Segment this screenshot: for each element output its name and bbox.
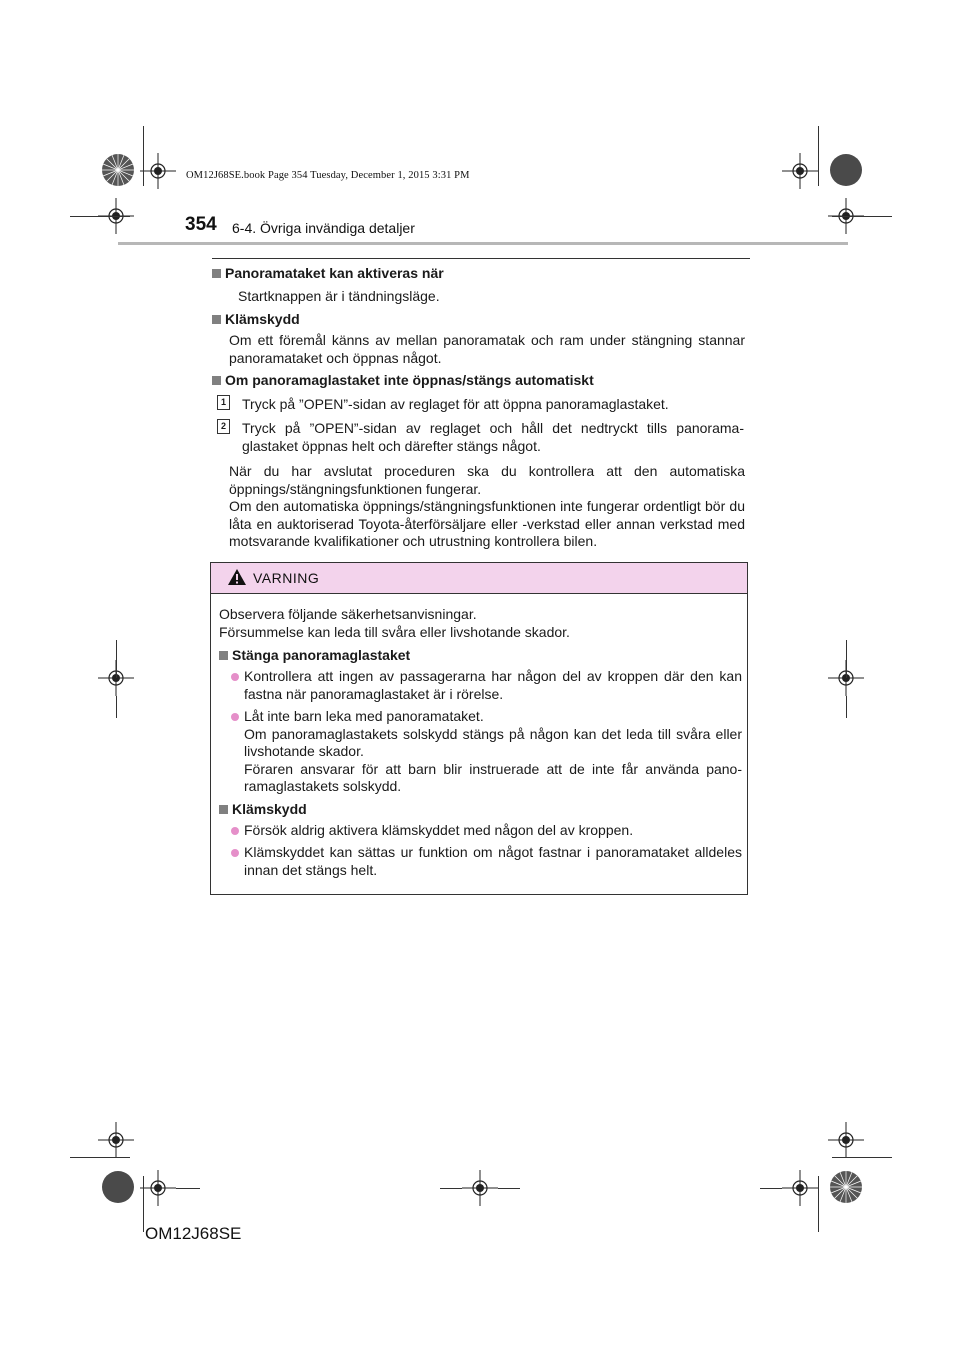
- bullet-dot-icon: [231, 713, 239, 721]
- crosshair-icon: [462, 1170, 498, 1206]
- trim-line: [832, 216, 892, 217]
- section-paragraph: När du har avslutat proceduren ska du kontrollera att den automatiska öppnings/stängningsfunktionen fungerar. Om den automatiska öppnings/stängningsfunktionen inte fungerar ordentligt bör du låta en auktoriserad Toyota-återförsäljare eller -verkstad eller annan verkstad med motsvarande kvalifikationer och utrustning kontrollera bilen.: [229, 463, 745, 549]
- section-body: Om ett föremål känns av mellan panoramatak och ram under stängning stannar panoramataket och öppnas något.: [229, 332, 745, 366]
- crosshair-icon: [140, 1170, 176, 1206]
- warning-header: [211, 563, 747, 594]
- trim-line: [116, 640, 117, 678]
- header-rule: [118, 242, 848, 245]
- step-text: Tryck på ”OPEN”-sidan av reglaget för att öppna panoramaglastaket.: [242, 396, 669, 412]
- crosshair-icon: [98, 1122, 134, 1158]
- crosshair-icon: [828, 1122, 864, 1158]
- trim-line: [70, 1157, 130, 1158]
- trim-line: [832, 1157, 892, 1158]
- section-heading: Klämskydd: [212, 311, 750, 329]
- trim-line: [143, 126, 144, 186]
- warning-label: VARNING: [253, 570, 320, 586]
- section-heading: Panoramataket kan aktiveras när: [212, 265, 750, 283]
- square-bullet-icon: [212, 269, 221, 278]
- step-number-badge: 1: [217, 395, 230, 410]
- bullet-dot-icon: [231, 673, 239, 681]
- trim-line: [818, 126, 819, 186]
- section-heading: Om panoramaglastaket inte öppnas/stängs automatiskt: [212, 372, 750, 390]
- trim-line: [846, 696, 847, 718]
- registration-starburst-icon: [829, 1170, 863, 1204]
- registration-dot-icon: [829, 153, 863, 187]
- warning-bullet-text: Försök aldrig aktivera klämskyddet med någon del av kroppen.: [244, 822, 634, 838]
- warning-triangle-icon: [227, 568, 247, 586]
- trim-line: [760, 1188, 782, 1189]
- crosshair-icon: [782, 153, 818, 189]
- content-rule: [212, 258, 750, 259]
- step-number-badge: 2: [217, 419, 230, 434]
- page-number: 354: [185, 214, 217, 235]
- crosshair-icon: [782, 1170, 818, 1206]
- registration-starburst-icon: [101, 153, 135, 187]
- warning-box: [210, 562, 748, 895]
- trim-line: [818, 1176, 819, 1232]
- trim-line: [116, 696, 117, 718]
- registration-dot-icon: [101, 1170, 135, 1204]
- warning-bullet-text: Låt inte barn leka med panoramataket. Om panoramaglastakets solskydd stängs på någon kan det leda till svåra eller livshotande skador. Föraren ansvarar för att barn blir instruerade att de inte får använda pano-ramaglastakets solskydd.: [244, 708, 742, 794]
- book-stamp: OM12J68SE.book Page 354 Tuesday, December 1, 2015 3:31 PM: [186, 170, 470, 181]
- warning-intro: Observera följande säkerhetsanvisningar. Försummelse kan leda till svåra eller livshotande skador.: [219, 606, 570, 640]
- step-text: Tryck på ”OPEN”-sidan av reglaget och håll det nedtryckt tills panorama-glastaket öppnas helt och därefter stängs något.: [242, 420, 744, 454]
- warning-group-heading: Stänga panoramaglastaket: [219, 647, 742, 665]
- square-bullet-icon: [219, 651, 228, 660]
- warning-group-heading: Klämskydd: [219, 801, 742, 819]
- trim-line: [176, 1188, 200, 1189]
- section-title: 6-4. Övriga invändiga detaljer: [232, 220, 415, 236]
- bullet-dot-icon: [231, 849, 239, 857]
- document-code: OM12J68SE: [145, 1224, 242, 1243]
- warning-bullet-text: Klämskyddet kan sättas ur funktion om något fastnar i panoramataket alldeles innan det stängs helt.: [244, 844, 742, 878]
- crosshair-icon: [140, 153, 176, 189]
- square-bullet-icon: [212, 376, 221, 385]
- trim-line: [143, 1176, 144, 1232]
- trim-line: [498, 1188, 520, 1189]
- trim-line: [440, 1188, 462, 1189]
- square-bullet-icon: [219, 805, 228, 814]
- warning-bullet-text: Kontrollera att ingen av passagerarna har någon del av kroppen där den kan fastna när panoramaglastaket är i rörelse.: [244, 668, 742, 702]
- trim-line: [70, 216, 130, 217]
- square-bullet-icon: [212, 315, 221, 324]
- section-body: Startknappen är i tändningsläge.: [238, 288, 440, 304]
- bullet-dot-icon: [231, 827, 239, 835]
- trim-line: [846, 640, 847, 678]
